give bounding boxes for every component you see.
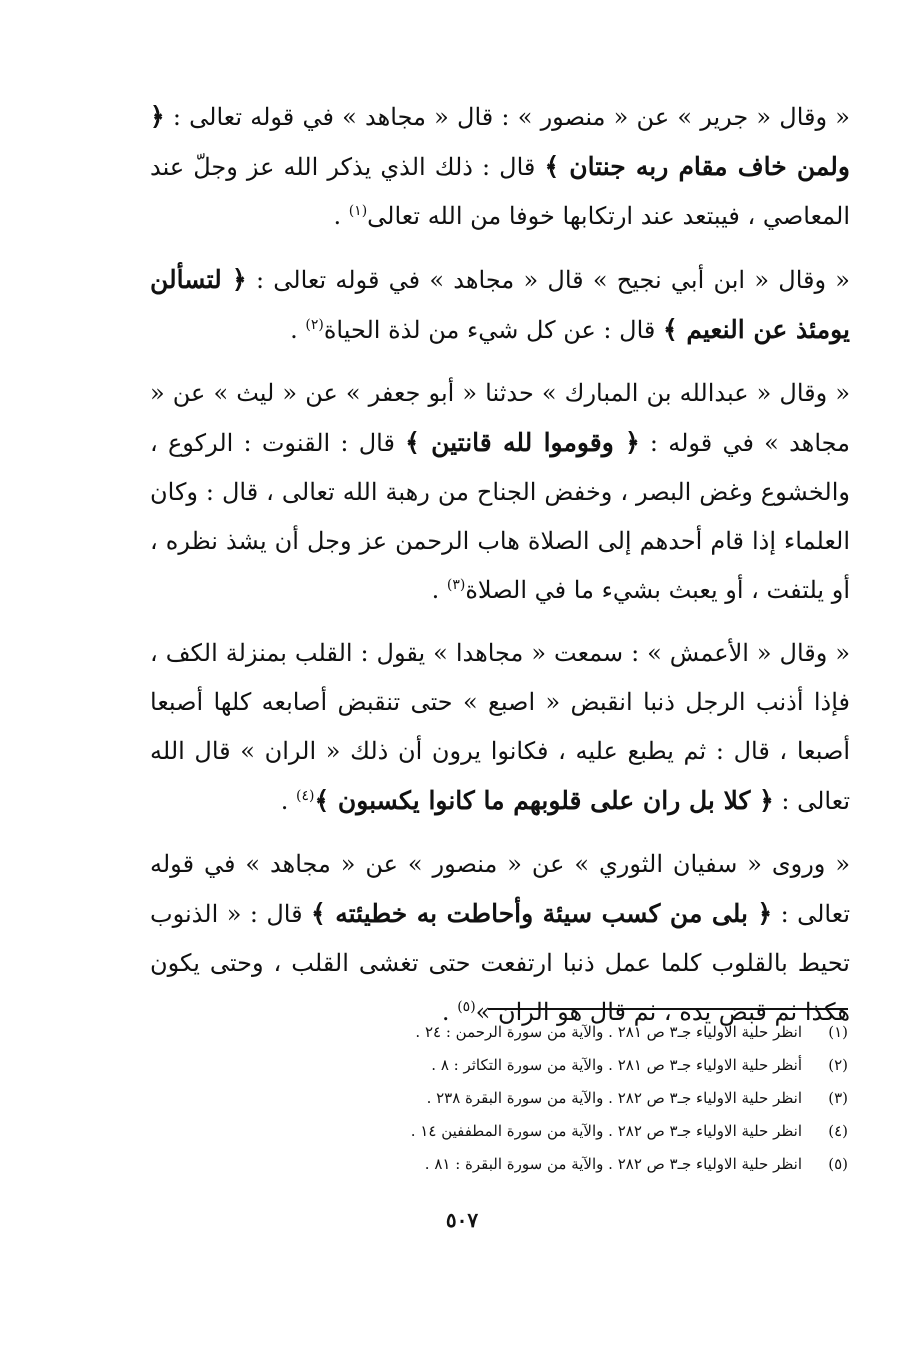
footnote-item [300, 1016, 848, 1049]
footnote-item [300, 1082, 848, 1115]
footnote-text: انظر حلية الاولياء جـ٣ ص ٢٨٢ . والآية من سورة البقرة : ٨١ . [424, 1155, 802, 1173]
footnote-text: انظر حلية الاولياء جـ٣ ص ٢٨٢ . والآية من سورة المطففين ١٤ . [410, 1122, 802, 1140]
quran-quote: ﴿ وقوموا لله قانتين ﴾ [405, 428, 640, 457]
page-number: ٥٠٧ [445, 1208, 479, 1232]
quran-quote: ﴿ بلى من كسب سيئة وأحاطت به خطيئته ﴾ [311, 899, 773, 928]
footnote-text: انظر حلية الاولياء جـ٣ ص ٢٨٢ . والآية من سورة البقرة ٢٣٨ . [426, 1089, 802, 1107]
footnote-ref: (٥) [457, 999, 476, 1015]
footnote-number: (٥) [828, 1155, 848, 1173]
footnote-number: (٤) [828, 1122, 848, 1140]
paragraph-2 [150, 255, 850, 355]
paragraph-text: « وقال « عبدالله بن المبارك » حدثنا « أبو جعفر » عن « ليث » عن « مجاهد » في قوله : [150, 379, 850, 457]
paragraph-text: قال : عن كل شيء من لذة الحياة [323, 316, 663, 344]
footnotes [300, 1016, 848, 1181]
paragraph-end: . [441, 998, 458, 1026]
footnote-text: انظر حلية الاولياء جـ٣ ص ٢٨١ . والآية من سورة الرحمن : ٢٤ . [415, 1023, 802, 1041]
paragraph-text: قال : القنوت : الركوع ، والخشوع وغض البصر ، وخفض الجناح من رهبة الله تعالى ، قال : وكان العلماء إذا قام أحدهم إلى الصلاة هاب الرحمن عز وجل أن يشذ نظره ، أو يلتفت ، أو يعبث بشيء ما في الصلاة [150, 429, 851, 604]
footnote-divider [488, 1008, 848, 1010]
footnote-number: (٢) [828, 1056, 848, 1074]
quran-quote: ﴿ ولمن خاف مقام ربه جنتان ﴾ [150, 102, 850, 181]
paragraph-end: . [431, 576, 447, 604]
paragraph-end: . [280, 787, 297, 815]
paragraph-1 [150, 92, 850, 241]
paragraph-3 [150, 369, 850, 615]
footnote-text: أنظر حلية الاولياء جـ٣ ص ٢٨١ . والآية من سورة التكاثر : ٨ . [431, 1056, 802, 1074]
paragraph-text: قال : « الذنوب تحيط بالقلوب كلما عمل ذنبا ارتفعت حتى تغشى القلب ، وحتى يكون هكذا ثم قبض يده ، ثم قال هو الران » [150, 900, 850, 1026]
paragraph-text: « وقال « جرير » عن « منصور » : قال « مجاهد » في قوله تعالى : [164, 103, 850, 131]
paragraph-text: « وروى « سفيان الثوري » عن « منصور » عن « مجاهد » في قوله تعالى : [150, 850, 850, 928]
footnote-item [300, 1049, 848, 1082]
quran-quote: ﴿ كلا بل ران على قلوبهم ما كانوا يكسبون ﴾ [314, 786, 774, 815]
quran-quote: ﴿ لتسألن يومئذ عن النعيم ﴾ [150, 265, 850, 344]
paragraph-end: . [290, 316, 306, 344]
footnote-item [300, 1115, 848, 1148]
paragraph-text: « وقال « الأعمش » : سمعت « مجاهدا » يقول : القلب بمنزلة الكف ، فإذا أذنب الرجل ذنبا انقبض « اصبع » حتى تنقبض أصابعه كلها أصبعا أصبعا ، قال : ثم يطبع عليه ، فكانوا يرون أن ذلك « الران » قال الله تعالى : [150, 639, 850, 815]
paragraph-text: قال : ذلك الذي يذكر الله عز وجلّ عند المعاصي ، فيبتعد عند ارتكابها خوفا من الله تعالى [150, 153, 850, 230]
paragraph-text: « وقال « ابن أبي نجيح » قال « مجاهد » في قوله تعالى : [246, 266, 850, 294]
footnote-ref: (١) [348, 203, 368, 219]
footnote-ref: (٣) [446, 577, 466, 593]
footnote-ref: (٤) [296, 788, 315, 804]
main-text [150, 92, 850, 1051]
footnote-item [300, 1148, 848, 1181]
paragraph-end: . [333, 202, 349, 230]
footnote-number: (٣) [828, 1089, 848, 1107]
footnote-number: (١) [828, 1023, 848, 1041]
footnote-ref: (٢) [305, 317, 324, 333]
paragraph-4 [150, 629, 850, 826]
